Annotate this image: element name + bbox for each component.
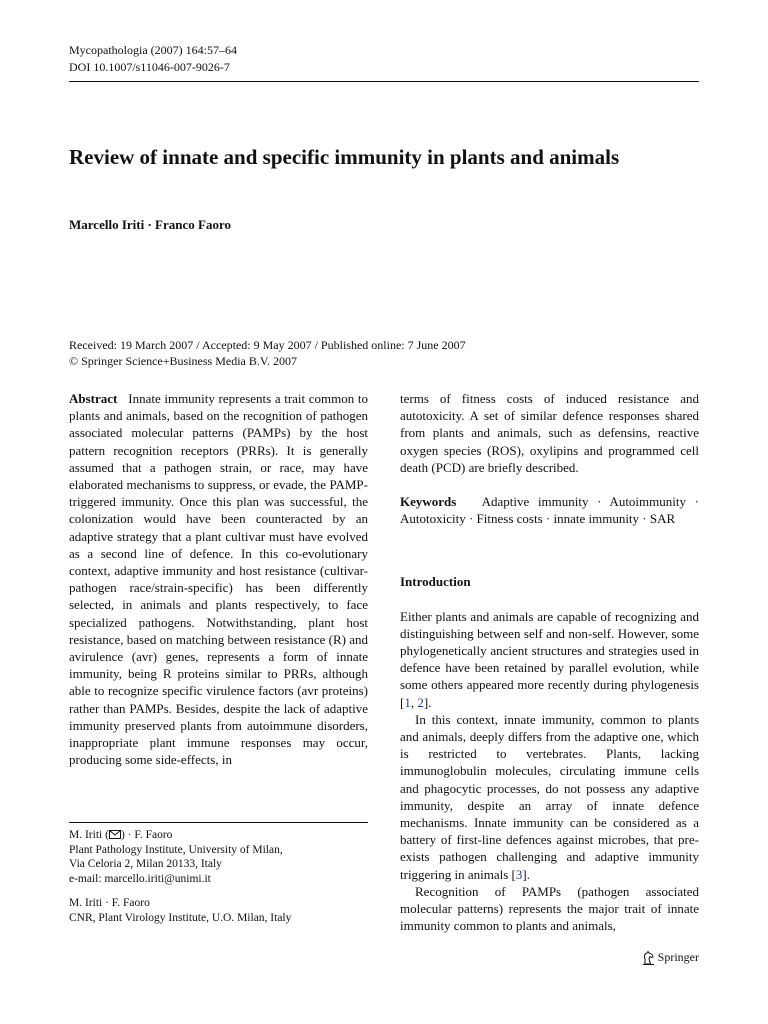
journal-citation: Mycopathologia (2007) 164:57–64 bbox=[69, 43, 237, 57]
abstract-continuation: terms of fitness costs of induced resistance and autotoxicity. A set of similar defence responses shared from plants and animals, such as defensins, reactive oxygen species (ROS), oxylipins and programmed cell death (PCD) are briefly described. bbox=[400, 391, 699, 475]
affiliation-1-author-name: M. Iriti ( bbox=[69, 829, 109, 841]
keywords-text: Adaptive immunity · Autoimmunity · Autotoxicity · Fitness costs · innate immunity · SAR bbox=[400, 494, 699, 527]
intro-p2-text: In this context, innate immunity, common to plants and animals, deeply differs from the adaptive one, which is restricted to vertebrates. Plants, lacking immunoglobulin molecules, circulating immune cells and phagocytic processes, do not possess any adaptive immunity, despite an array of innate defence mechanisms. Innate immunity can be considered as a battery of first-line defences against microbes, that pre-exists pathogen challenging and adaptive immunity triggering in animals [ bbox=[400, 711, 699, 882]
journal-header bbox=[69, 42, 237, 76]
article-dates bbox=[69, 337, 466, 369]
keywords-block bbox=[400, 493, 699, 527]
intro-paragraph-1 bbox=[400, 608, 699, 711]
publisher-name: Springer bbox=[657, 950, 699, 964]
article-authors: Marcello Iriti · Franco Faoro bbox=[69, 217, 231, 232]
introduction-heading: Introduction bbox=[400, 574, 471, 590]
citation-link-1[interactable]: 1 bbox=[404, 694, 411, 710]
publisher-logo bbox=[642, 950, 699, 965]
citation-link-3[interactable]: 3 bbox=[515, 866, 523, 882]
history-dates: Received: 19 March 2007 / Accepted: 9 May 2007 / Published online: 7 June 2007 bbox=[69, 338, 466, 352]
springer-horse-icon bbox=[642, 951, 655, 965]
affiliations bbox=[69, 828, 368, 925]
affiliation-1-coauthor: ) · F. Faoro bbox=[120, 829, 173, 841]
intro-p1-text: Either plants and animals are capable of recognizing and distinguishing between self and non-self. However, some phylogenetically ancient structures and strategies used in defence have been retained by parallel evolution, while some others appeared more recently during phylogenesis [ bbox=[400, 608, 699, 710]
footnote-rule bbox=[69, 822, 368, 823]
citation-sep: , bbox=[410, 694, 418, 710]
affiliation-1-authors bbox=[69, 828, 368, 843]
journal-doi[interactable]: DOI 10.1007/s11046-007-9026-7 bbox=[69, 60, 230, 74]
copyright-line: © Springer Science+Business Media B.V. 2007 bbox=[69, 354, 297, 368]
affiliation-2-authors: M. Iriti · F. Faoro bbox=[69, 897, 150, 909]
affiliation-1-line1: Plant Pathology Institute, University of Milan, bbox=[69, 843, 283, 856]
article-title: Review of innate and specific immunity in plants and animals bbox=[69, 145, 620, 169]
intro-p2-end: ]. bbox=[522, 866, 530, 882]
affiliation-1-line2: Via Celoria 2, Milan 20133, Italy bbox=[69, 858, 222, 870]
envelope-icon[interactable] bbox=[109, 829, 121, 841]
keywords-label: Keywords bbox=[400, 494, 457, 510]
left-column bbox=[69, 390, 368, 768]
affiliation-1-email[interactable]: e-mail: marcello.iriti@unimi.it bbox=[69, 872, 211, 885]
abstract-paragraph bbox=[69, 390, 368, 768]
affiliation-2-line1: CNR, Plant Virology Institute, U.O. Milan, Italy bbox=[69, 911, 292, 924]
abstract-text-left: Innate immunity represents a trait common to plants and animals, based on the recognition of pathogen associated molecular patterns (PAMPs) by the host pattern recognition receptors (PRRs). It is generally assumed that a pathogen strain, or race, may have elaborated mechanisms to suppress, or evade, the PAMP-triggered immunity. Once this plan was successful, the colonization would have been counteracted by an adaptive strategy that a plant cultivar must have evolved as a second line of defence. In this co-evolutionary context, adaptive immunity and host resistance (cultivar-pathogen race/strain-specific) has been differently selected, in animals and plants respectively, to face specialized pathogens. Notwithstanding, plant host resistance, based on matching between resistance (R) and avirulence (avr) genes, represents a form of innate immunity, being R proteins similar to PRRs, although able to recognize specific virulence factors (avr proteins) rather than PAMPs. Besides, despite the lack of adaptive immunity preserved plants from autoimmune disorders, inappropriate plant immune responses may occur, producing some side-effects, in bbox=[69, 391, 368, 768]
intro-paragraph-2 bbox=[400, 711, 699, 883]
header-rule bbox=[69, 81, 699, 82]
abstract-label: Abstract bbox=[69, 391, 118, 406]
intro-p1-end: ]. bbox=[423, 694, 432, 710]
right-column bbox=[400, 390, 699, 934]
intro-paragraph-3: Recognition of PAMPs (pathogen associated molecular patterns) represents the major trait of innate immunity common to plants and animals, bbox=[400, 883, 699, 934]
citation-link-2[interactable]: 2 bbox=[417, 694, 424, 710]
